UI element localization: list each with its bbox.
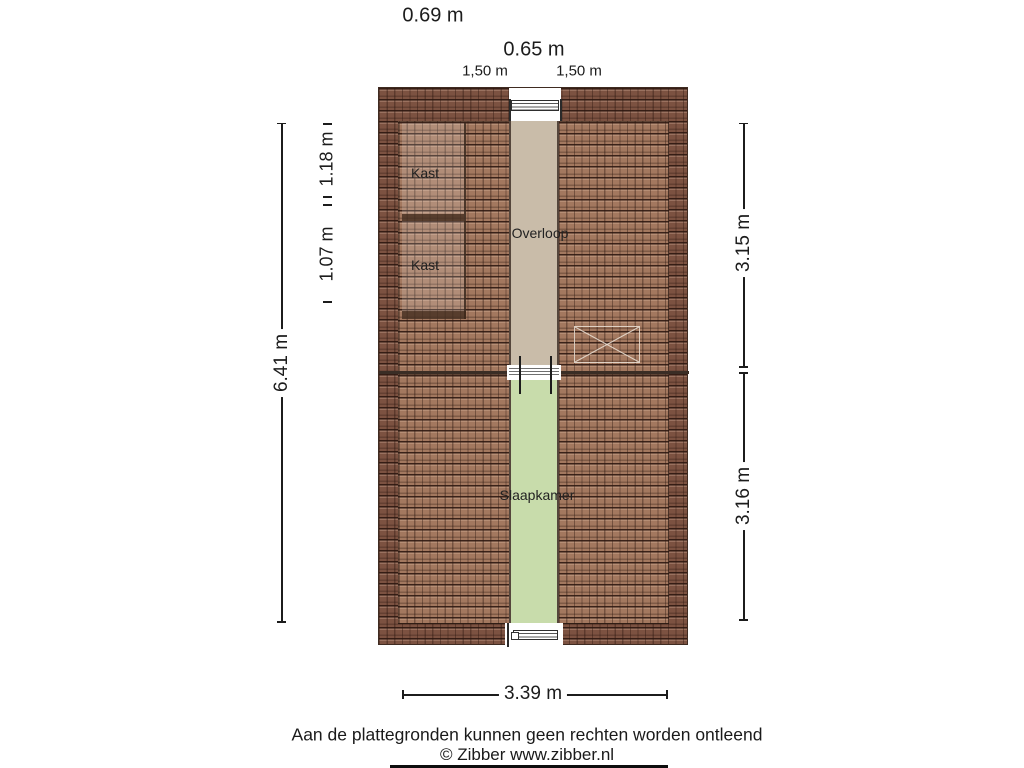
dimension-tick [323, 196, 332, 198]
dimension-tick [402, 690, 404, 699]
dim-label-dormer-width: 0.65 m [498, 39, 569, 62]
closet-shelf-lower [402, 311, 466, 319]
corridor-floor-overloop [509, 121, 559, 371]
room-label-slaapkamer: Slaapkamer [499, 487, 575, 503]
dimension-tick [323, 301, 332, 303]
dimension-tick [277, 621, 286, 623]
dimension-tick [739, 372, 748, 374]
closet-kast [402, 123, 466, 319]
dimension-tick [739, 123, 748, 125]
dim-label-slaapkamer-height: 3.16 m [733, 462, 755, 530]
window-icon-top [511, 100, 559, 111]
dim-label-kast-lower: 1.07 m [317, 221, 338, 286]
dim-label-top-eave: 0.69 m [397, 5, 468, 28]
door-post-left [519, 356, 521, 394]
floor-plan [378, 87, 688, 645]
dim-label-kast-upper: 1.18 m [317, 126, 338, 191]
dimension-tick [739, 619, 748, 621]
dimension-tick [277, 123, 286, 125]
dimension-tick [323, 123, 332, 125]
closet-shelf-upper [402, 214, 464, 221]
window-icon-bottom [513, 630, 558, 640]
copyright-text: © Zibber www.zibber.nl [439, 745, 615, 764]
disclaimer-text: Aan de plattegronden kunnen geen rechten worden ontleend [291, 724, 763, 745]
dimension-tick [739, 366, 748, 368]
door-post-right [550, 356, 552, 394]
dim-label-knee-left: 1,50 m [459, 63, 511, 80]
room-label-kast-2: Kast [410, 257, 440, 273]
dormer-jamb-right [560, 99, 562, 121]
dim-label-plan-width: 3.39 m [499, 683, 567, 705]
door-icon [509, 368, 559, 377]
dimension-tick [666, 690, 668, 699]
window-jamb-bottom [507, 623, 509, 647]
dim-label-overloop-height: 3.15 m [733, 209, 755, 277]
roof-window-icon [574, 326, 640, 363]
room-label-overloop: Overloop [511, 225, 569, 241]
dim-label-total-height: 6.41 m [271, 329, 293, 397]
dim-label-knee-right: 1,50 m [553, 63, 605, 80]
window-handle-icon [511, 632, 519, 640]
room-label-kast-1: Kast [410, 165, 440, 181]
dimension-tick [323, 204, 332, 206]
